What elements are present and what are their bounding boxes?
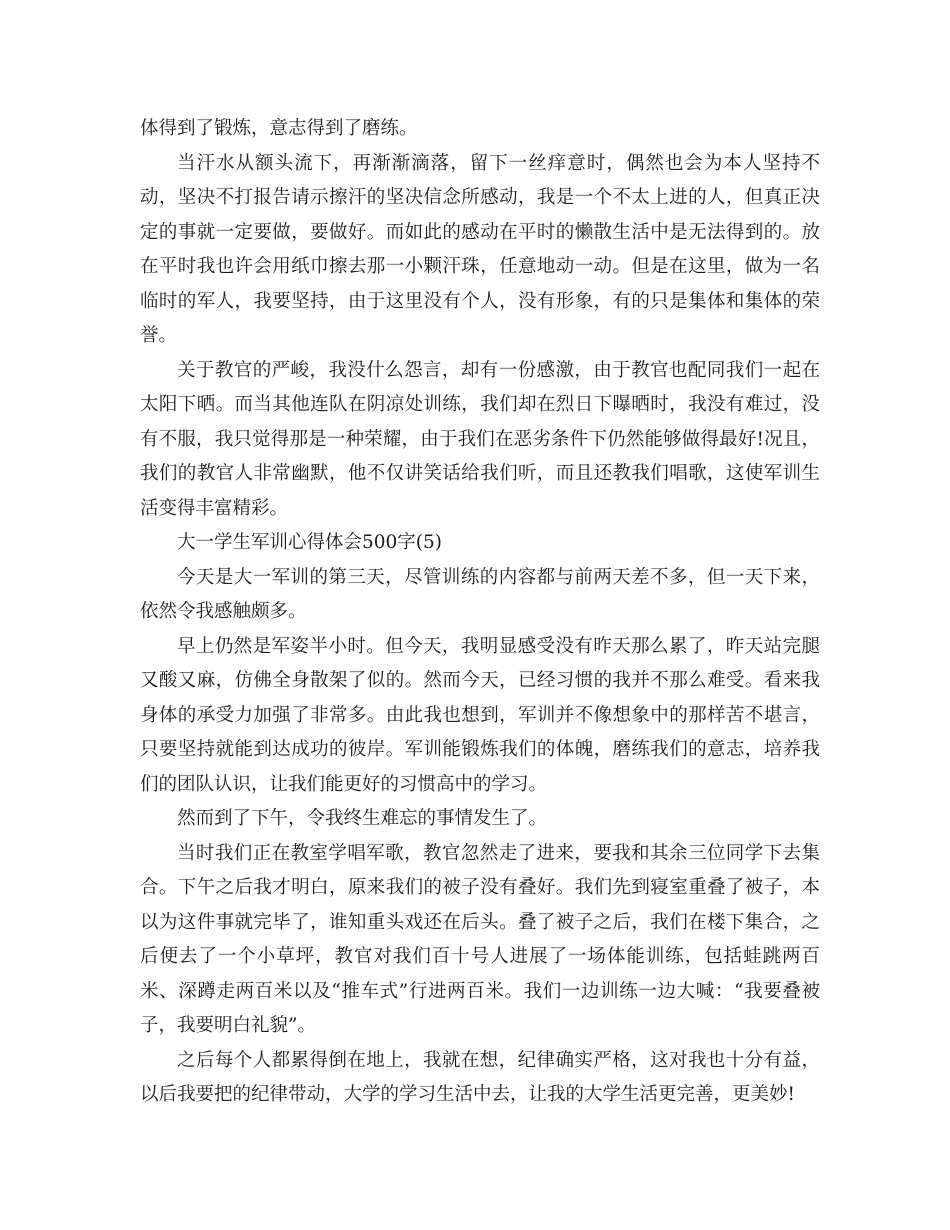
paragraph-conclusion: 之后每个人都累得倒在地上，我就在想，纪律确实严格，这对我也十分有益，以后我要把的纪律带动，大学的学习生活中去，让我的大学生活更完善，更美妙! [140, 1049, 820, 1105]
paragraph-continuation: 体得到了锻炼，意志得到了磨练。 [140, 118, 418, 139]
section-heading: 大一学生军训心得体会500字(5) [177, 532, 443, 553]
paragraph-afternoon: 然而到了下午，令我终生难忘的事情发生了。 [177, 808, 548, 829]
paragraph-training: 当时我们正在教室学唱军歌，教官忽然走了进来，要我和其余三位同学下去集合。下午之后我才明白，原来我们的被子没有叠好。我们先到寝室重叠了被子，本以为这件事就完毕了，谁知重头戏还在后头。叠了被子之后，我们在楼下集合，之后便去了一个小草坪，教官对我们百十号人进展了一场体能训练，包括蛙跳两百米、深蹲走两百米以及“推车式”行进两百米。我们一边训练一边大喊：“我要叠被子，我要明白礼貌”。 [140, 842, 820, 1036]
paragraph-third-day: 今天是大一军训的第三天，尽管训练的内容都与前两天差不多，但一天下来，依然令我感触颇多。 [140, 566, 820, 622]
paragraph-sweat: 当汗水从额头流下，再渐渐滴落，留下一丝痒意时，偶然也会为本人坚持不动，坚决不打报告请示擦汗的坚决信念所感动，我是一个不太上进的人，但真正决定的事就一定要做，要做好。而如此的感动在平时的懒散生活中是无法得到的。放在平时我也许会用纸巾擦去那一小颗汗珠，任意地动一动。但是在这里，做为一名临时的军人，我要坚持，由于这里没有个人，没有形象，有的只是集体和集体的荣誉。 [140, 152, 820, 346]
paragraph-instructor: 关于教官的严峻，我没什么怨言，却有一份感激，由于教官也配同我们一起在太阳下晒。而当其他连队在阴凉处训练，我们却在烈日下曝晒时，我没有难过，没有不服，我只觉得那是一种荣耀，由于我们在恶劣条件下仍然能够做得最好!况且，我们的教官人非常幽默，他不仅讲笑话给我们听，而且还教我们唱歌，这使军训生活变得丰富精彩。 [140, 359, 820, 519]
paragraph-morning: 早上仍然是军姿半小时。但今天，我明显感受没有昨天那么累了，昨天站完腿又酸又麻，仿佛全身散架了似的。然而今天，已经习惯的我并不那么难受。看来我身体的承受力加强了非常多。由此我也想到，军训并不像想象中的那样苦不堪言，只要坚持就能到达成功的彼岸。军训能锻炼我们的体魄，磨练我们的意志，培养我们的团队认识，让我们能更好的习惯高中的学习。 [140, 635, 820, 795]
document-body [140, 112, 820, 1113]
